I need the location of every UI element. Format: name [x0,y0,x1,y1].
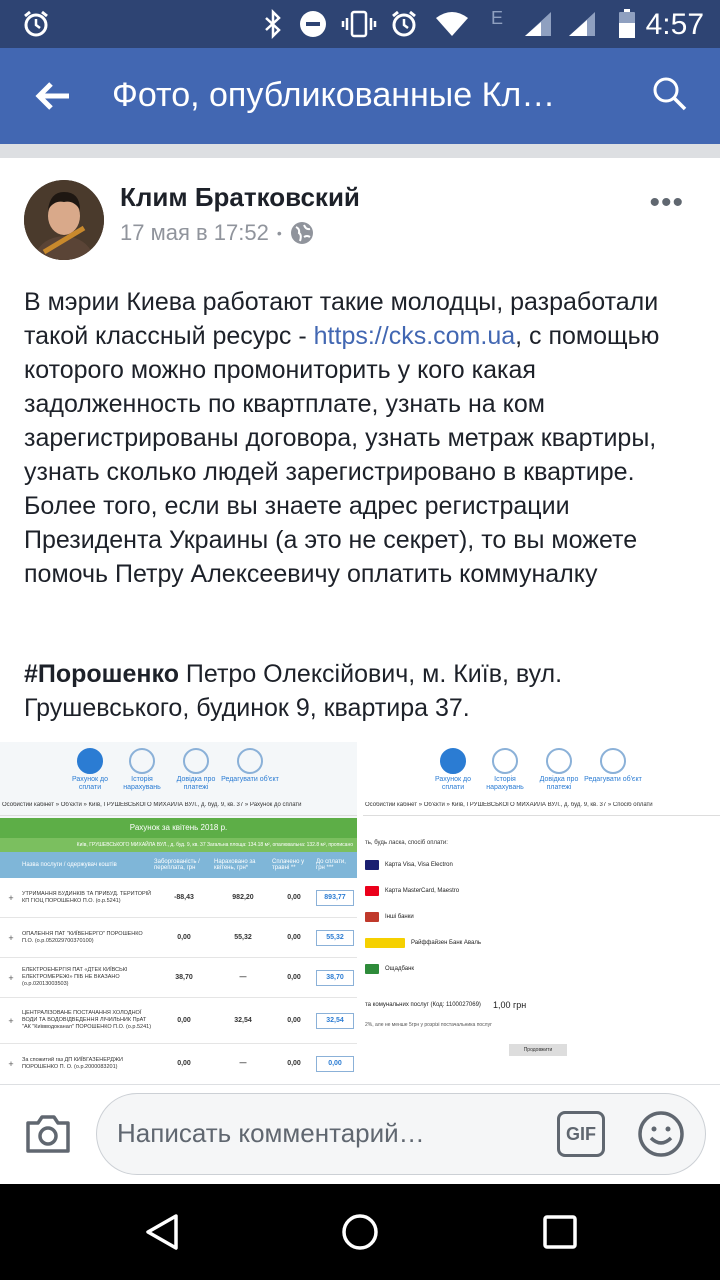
bill-table [0,852,357,1078]
nav-back-button[interactable] [142,1212,182,1252]
emoji-button[interactable] [637,1110,685,1158]
post-more-button[interactable]: ••• [649,186,684,219]
table-row: + За спожитий газ ДП КИЇВГАЗЕНЕРДЖИ ПОРОШЕНКО П. О. (о.р.2000083201) 0,00 — 0,00 0,00 [0,1044,357,1078]
avatar[interactable] [24,180,104,260]
photo-breadcrumb: Особистий кабінет » Об'єкти » Київ, ГРУШЕВСЬКОГО МИХАЙЛА ВУЛ., д. буд. 9, кв. 37 » Спосіб оплати [363,802,720,816]
signal-icon [522,10,554,38]
post-link[interactable]: https://cks.com.ua [313,322,516,350]
vibrate-icon [340,10,378,38]
camera-icon [24,1111,72,1155]
search-button[interactable] [652,76,692,116]
tab-bill: Рахунок до сплати [423,748,483,792]
comment-placeholder: Написать комментарий… [117,1118,425,1148]
comment-bar [0,1084,720,1184]
table-row: + ЦЕНТРАЛІЗОВАНЕ ПОСТАЧАННЯ ХОЛОДНОЇ ВОДИ ТА ВОДОВІДВЕДЕННЯ ЛІЧИЛЬНИК ПрАТ "АК "Київводоканал" ПОРОШЕНКО П.О. (о.р.5241) 0,00 32,54 0,00 32,54 [0,998,357,1044]
signal-icon [566,10,598,38]
tab-edit: Редагувати об'єкт [220,748,280,784]
post-text-part1: В мэрии Киева работают такие молодцы, разработали такой классный ресурс - [24,288,659,350]
table-row: + ЕЛЕКТРОЕНЕРГІЯ ПАТ «ДТЕК КИЇВСЬКІ ЕЛЕКТРОМЕРЕЖІ» ПІБ НЕ ВКАЗАНО (о.р.02013003503) 38,70 — 0,00 38,70 [0,958,357,998]
payment-methods [363,832,720,982]
recents-square-icon [540,1212,580,1252]
nav-recents-button[interactable] [540,1212,580,1252]
tab-edit: Редагувати об'єкт [583,748,643,784]
home-circle-icon [340,1212,380,1252]
post-text-part2: , с помощью которого можно промониторить у кого какая задолженность по квартплате, узнать на ком зарегистрированы договора, узнать метраж квартиры, узнать сколько людей зарегистрировано в квартире. Более того, если вы знаете адрес регистрации Президента Украины (а это не секрет), то вы можете помочь Петру Алексеевичу оплатить коммуналку [24,322,660,588]
status-time: 4:57 [645,8,704,41]
post-text [24,285,704,591]
back-triangle-icon [142,1212,182,1252]
arrow-left-icon [35,81,71,111]
camera-button[interactable] [24,1111,72,1159]
bill-table-header: Назва послуги / одержувач коштів Заборгованість / переплата, грн Нараховано за квітень, грн* Сплачено у травні ** До сплати, грн *** [0,852,357,878]
photo-grid [0,742,720,1078]
address-text: Петро Олексійович, м. Київ, вул. Грушевського, будинок 9, квартира 37. [24,660,563,722]
post-timestamp[interactable]: 17 мая в 17:52 [120,220,269,245]
photo-breadcrumb: Особистий кабінет » Об'єкти » Київ, ГРУШЕВСЬКОГО МИХАЙЛА ВУЛ., д. буд. 9, кв. 37 » Рахунок до сплати [0,802,357,816]
search-icon [652,76,688,112]
network-type-label: E [490,7,503,28]
tab-history: Історія нарахувань [112,748,172,792]
globe-icon [290,221,314,245]
table-row: + ОПАЛЕННЯ ПАТ "КИЇВЕНЕРГО" ПОРОШЕНКО П.О. (о.р.052029700370100) 0,00 55,32 0,00 55,32 [0,918,357,958]
alarm-icon [20,10,52,38]
payment-method: Інші банки [363,904,720,930]
payment-note: 2%, але не менше 5грн у розрізі постачальника послуг [365,1022,492,1028]
nav-home-button[interactable] [340,1212,380,1252]
payment-method: Карта MasterCard, Maestro [363,878,720,904]
bill-area: Київ, ГРУШЕВСЬКОГО МИХАЙЛА ВУЛ., д. буд. 9, кв. 37 Загальна площа: 134.18 м², опалювальна: 132.8 м², прописано [0,838,357,852]
post-author[interactable]: Клим Братковский [120,182,360,212]
payment-method: Карта Visa, Visa Electron [363,852,720,878]
photo-tabs [363,746,720,802]
photo-tabs [0,746,357,802]
feed-divider [0,144,720,158]
photo-bill[interactable] [0,742,357,1078]
payment-method: Ощадбанк [363,956,720,982]
wifi-icon [434,10,470,38]
post-address [24,657,704,725]
tab-payments: Довідка про платежі [166,748,226,792]
continue-button: Продовжити [509,1044,567,1056]
back-button[interactable] [28,72,78,120]
bluetooth-icon [262,10,284,38]
bill-title: Рахунок за квітень 2018 р. [0,818,357,838]
emoji-icon [637,1110,685,1158]
page-title: Фото, опубликованные Кл… [112,76,556,114]
app-bar [0,48,720,144]
tab-history: Історія нарахувань [475,748,535,792]
tab-bill: Рахунок до сплати [60,748,120,792]
post-meta [120,220,314,246]
status-bar [0,0,720,48]
comment-input[interactable] [96,1093,706,1175]
battery-icon [616,10,638,38]
photo-payment[interactable] [363,742,720,1078]
gif-button[interactable]: GIF [557,1111,605,1157]
payment-sum: та комунальних послуг (Код: 1100027069) 1,00 грн [365,1000,527,1010]
payment-hint: ть, будь ласка, спосіб оплати: [365,840,448,846]
meta-separator: • [276,225,282,241]
system-nav-bar [0,1184,720,1280]
table-row: + УТРИМАННЯ БУДИНКІВ ТА ПРИБУД. ТЕРИТОРІЙ КП ГІОЦ ПОРОШЕНКО П.О. (о.р.5241) -88,43 982,20 0,00 893,77 [0,878,357,918]
tab-payments: Довідка про платежі [529,748,589,792]
payment-method: Райффайзен Банк Аваль [363,930,720,956]
hashtag-link[interactable]: #Порошенко [24,660,179,688]
alarm-icon [388,10,420,38]
do-not-disturb-icon [298,10,328,38]
